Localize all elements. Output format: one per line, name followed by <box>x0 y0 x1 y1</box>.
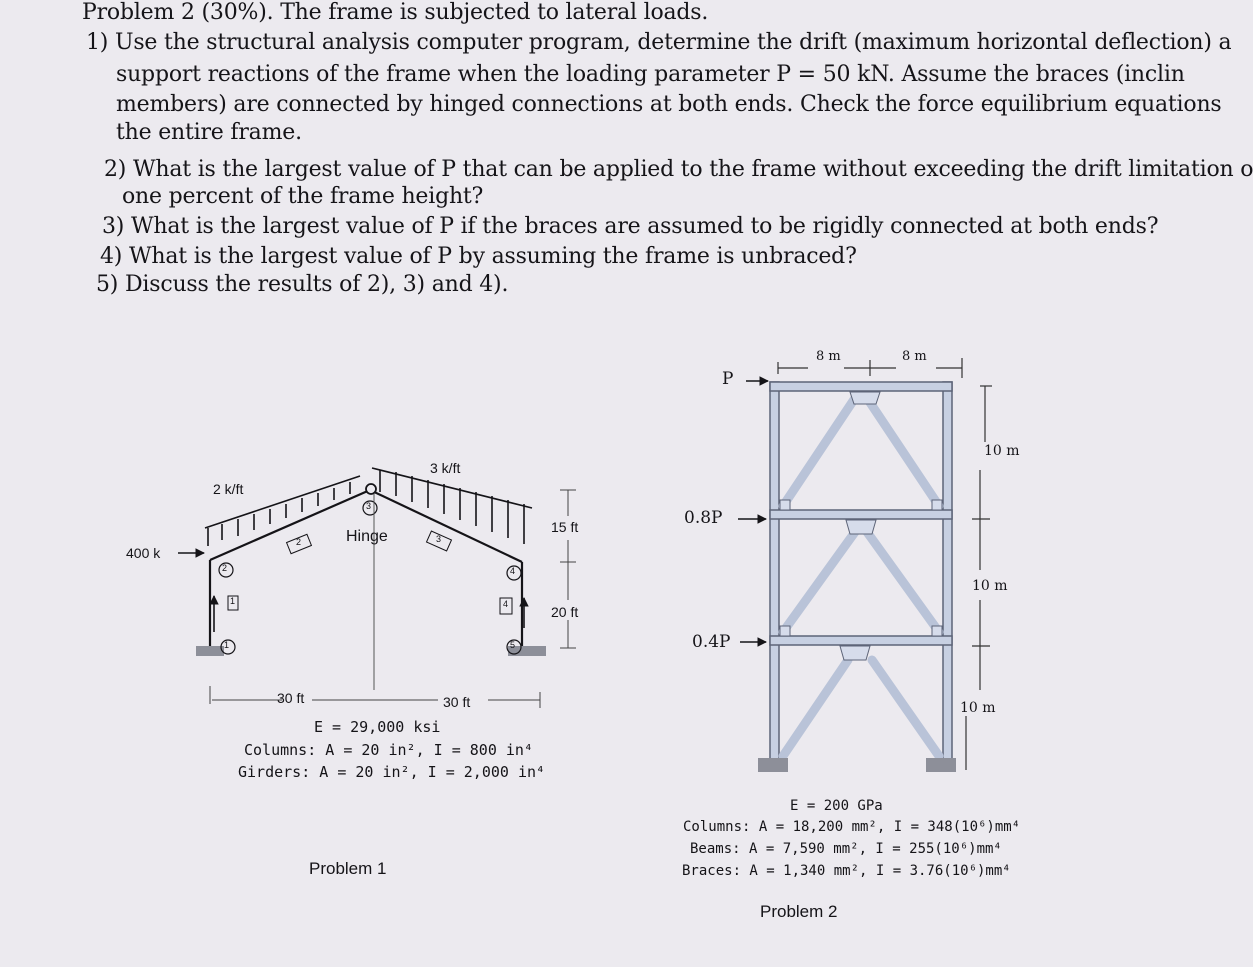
problem2-support-right-icon <box>926 758 956 772</box>
problem1-modulus: E = 29,000 ksi <box>314 718 441 736</box>
question-2-line-2: one percent of the frame height? <box>122 184 484 209</box>
dimension-30ft-left: 30 ft <box>277 690 305 706</box>
dimension-30ft-right: 30 ft <box>443 694 471 710</box>
dimension-10m-bottom: 10 m <box>960 700 996 716</box>
dimension-20ft: 20 ft <box>551 604 579 620</box>
member-label-1: 1 <box>230 596 236 606</box>
question-5: 5) Discuss the results of 2), 3) and 4). <box>96 272 509 297</box>
problem2-modulus: E = 200 GPa <box>790 798 883 814</box>
question-1-line-2: support reactions of the frame when the loading parameter P = 50 kN. Assume the braces (inclin <box>116 62 1185 87</box>
load-label-right: 3 k/ft <box>430 460 461 476</box>
dimension-10m-middle: 10 m <box>972 578 1008 594</box>
problem2-caption: Problem 2 <box>760 902 838 921</box>
hinge-label: Hinge <box>346 528 388 545</box>
load-label-left: 2 k/ft <box>213 481 244 497</box>
node-label-1: 1 <box>224 640 230 650</box>
problem2-braces <box>783 398 939 756</box>
problem2-gusset-plates <box>780 392 942 660</box>
member-label-2: 2 <box>296 537 302 547</box>
dimension-15ft: 15 ft <box>551 519 579 535</box>
problem1-caption: Problem 1 <box>309 859 387 878</box>
problem2-braces-props: Braces: A = 1,340 mm², I = 3.76(10⁶)mm⁴ <box>682 863 1011 879</box>
question-1-line-4: the entire frame. <box>116 120 302 145</box>
dimension-10m-top: 10 m <box>984 443 1020 459</box>
node-label-4: 4 <box>510 566 516 576</box>
question-4: 4) What is the largest value of P by assuming the frame is unbraced? <box>100 244 857 269</box>
node-label-5: 5 <box>510 640 516 650</box>
node-label-2: 2 <box>222 563 228 573</box>
load-label-04p: 0.4P <box>692 632 731 652</box>
load-label-p: P <box>722 369 734 389</box>
problem2-frame-members <box>770 382 952 766</box>
dimension-8m-right: 8 m <box>902 349 927 364</box>
problem-title: Problem 2 (30%). The frame is subjected to lateral loads. <box>82 0 709 25</box>
question-2-line-1: 2) What is the largest value of P that can be applied to the frame without exceeding the drift limitation o <box>104 157 1253 182</box>
dimension-8m-left: 8 m <box>816 349 841 364</box>
member-label-4: 4 <box>503 599 509 609</box>
problem2-beams-props: Beams: A = 7,590 mm², I = 255(10⁶)mm⁴ <box>690 841 1002 857</box>
lateral-load-label: 400 k <box>126 545 161 561</box>
problem2-support-left-icon <box>758 758 788 772</box>
node-label-3: 3 <box>366 501 372 511</box>
problem1-columns-props: Columns: A = 20 in², I = 800 in⁴ <box>244 741 533 759</box>
problem1-girders-props: Girders: A = 20 in², I = 2,000 in⁴ <box>238 763 546 781</box>
question-1-line-3: members) are connected by hinged connections at both ends. Check the force equilibrium equations <box>116 92 1222 117</box>
load-label-08p: 0.8P <box>684 508 723 528</box>
question-3: 3) What is the largest value of P if the braces are assumed to be rigidly connected at both ends? <box>102 214 1159 239</box>
question-1-line-1: 1) Use the structural analysis computer program, determine the drift (maximum horizontal deflection) a <box>86 30 1232 55</box>
member-label-3: 3 <box>436 534 442 544</box>
problem2-columns-props: Columns: A = 18,200 mm², I = 348(10⁶)mm⁴ <box>683 819 1021 835</box>
